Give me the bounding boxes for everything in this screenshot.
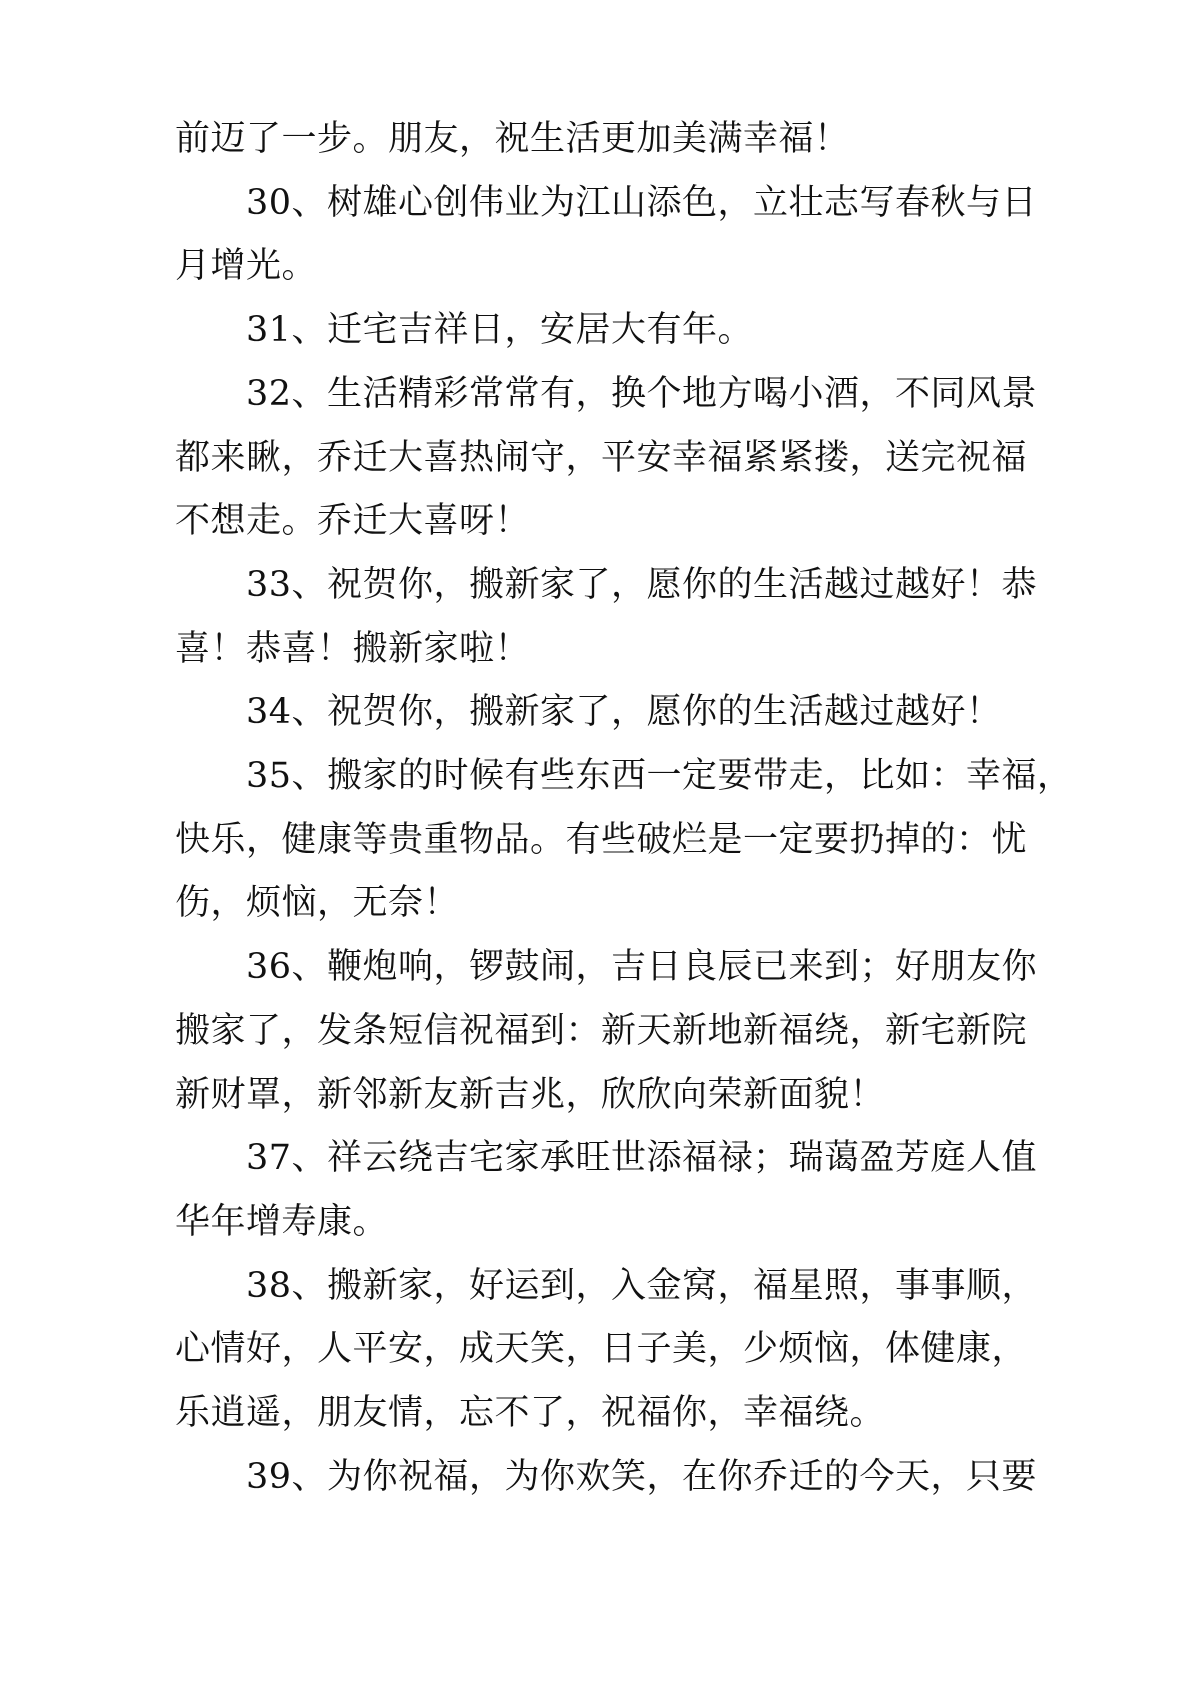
text-line: 32、生活精彩常常有，换个地方喝小酒，不同风景 [246, 373, 1038, 414]
text-line: 31、迁宅吉祥日，安居大有年。 [246, 310, 754, 351]
text-line: 35、搬家的时候有些东西一定要带走，比如：幸福， [246, 756, 1073, 797]
paragraph-35 [175, 745, 1073, 936]
text-line: 37、祥云绕吉宅家承旺世添福禄；瑞蔼盈芳庭人值 [246, 1138, 1038, 1179]
text-line: 36、鞭炮响，锣鼓闹，吉日良辰已来到；好朋友你 [246, 947, 1038, 988]
text-line: 月增光。 [175, 246, 318, 287]
document-page [175, 108, 1073, 1509]
text-line: 33、祝贺你，搬新家了，愿你的生活越过越好！恭 [246, 564, 1038, 605]
text-line: 快乐，健康等贵重物品。有些破烂是一定要扔掉的：忧 [175, 819, 1028, 860]
text-line: 搬家了，发条短信祝福到：新天新地新福绕，新宅新院 [175, 1010, 1028, 1051]
paragraph-continuation [175, 108, 1035, 172]
text-line: 心情好，人平安，成天笑，日子美，少烦恼，体健康， [175, 1329, 1028, 1370]
text-line: 喜！恭喜！搬新家啦！ [175, 628, 531, 669]
text-line: 39、为你祝福，为你欢笑，在你乔迁的今天，只要 [246, 1456, 1038, 1497]
paragraph-37 [175, 1127, 1038, 1254]
text-line: 伤，烦恼，无奈！ [175, 883, 460, 924]
paragraph-32 [175, 363, 1038, 554]
text-line: 乐逍遥，朋友情，忘不了，祝福你，幸福绕。 [175, 1393, 886, 1434]
paragraph-34 [175, 681, 1035, 745]
paragraph-31 [175, 299, 1035, 363]
text-line: 新财罩，新邻新友新吉兆，欣欣向荣新面貌！ [175, 1074, 886, 1115]
text-line: 前迈了一步。朋友，祝生活更加美满幸福！ [175, 119, 850, 159]
text-line: 华年增寿康。 [175, 1201, 389, 1242]
text-line: 不想走。乔迁大喜呀！ [175, 501, 531, 542]
paragraph-30 [175, 172, 1038, 299]
text-line: 30、树雄心创伟业为江山添色，立壮志写春秋与日 [246, 182, 1038, 223]
paragraph-39 [175, 1446, 1038, 1510]
text-line: 38、搬新家，好运到，入金窝，福星照，事事顺， [246, 1265, 1038, 1306]
text-line: 都来瞅，乔迁大喜热闹守，平安幸福紧紧搂，送完祝福 [175, 437, 1028, 478]
paragraph-38 [175, 1255, 1038, 1446]
text-line: 34、祝贺你，搬新家了，愿你的生活越过越好！ [246, 692, 1002, 733]
paragraph-33 [175, 554, 1038, 681]
paragraph-36 [175, 936, 1038, 1127]
